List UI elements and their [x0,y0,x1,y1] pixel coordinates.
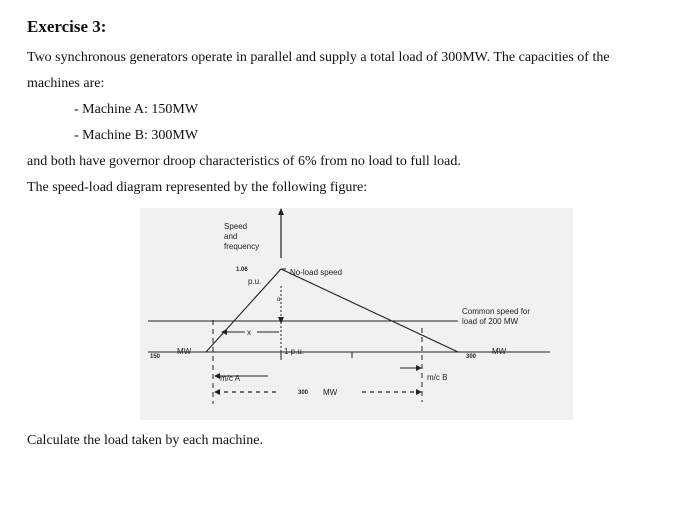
intro-line-2: machines are: [27,76,105,91]
left-capacity-label: 150 [150,354,161,360]
common-speed-label-1: Common speed for [462,307,531,316]
left-unit-label: MW [177,347,192,356]
intro-line-1: Two synchronous generators operate in parallel and supply a total load of 300MW. The capacities of the [27,50,610,65]
mc-a-label: m/c A [220,374,241,383]
total-load-arrowhead-left [214,389,220,395]
right-capacity-label: 300 [466,354,477,360]
machine-a-droop-line [206,269,281,352]
x-marker-label: x [247,328,251,337]
speed-axis-arrowhead [278,208,284,215]
alpha-label: α [277,297,281,303]
right-unit-label: MW [492,347,507,356]
pu-label: p.u. [248,277,262,286]
exercise-title: Exercise 3: [27,17,107,36]
mc-b-arrowhead [416,365,422,371]
total-value-label: 300 [298,390,309,396]
axis-label-and: and [224,232,238,241]
question-text: Calculate the load taken by each machine. [27,433,263,448]
no-load-speed-label: No-load speed [290,268,343,277]
machine-a-capacity: - Machine A: 150MW [74,102,199,117]
total-load-arrowhead-right [416,389,422,395]
speed-load-diagram [140,208,573,420]
one-pu-label: 1 p.u. [284,347,305,356]
droop-characteristic-text: and both have governor droop characteristics of 6% from no load to full load. [27,154,461,169]
mc-b-label: m/c B [427,373,448,382]
speed-load-diagram-svg [140,208,573,420]
axis-label-speed: Speed [224,222,248,231]
top-value-label: 1.06 [236,267,248,273]
machine-b-droop-line [281,269,458,352]
machine-b-capacity: - Machine B: 300MW [74,128,199,143]
figure-intro-text: The speed-load diagram represented by the following figure: [27,180,368,195]
total-unit-label: MW [323,388,338,397]
common-speed-label-2: load of 200 MW [462,317,519,326]
axis-label-frequency: frequency [224,242,260,251]
